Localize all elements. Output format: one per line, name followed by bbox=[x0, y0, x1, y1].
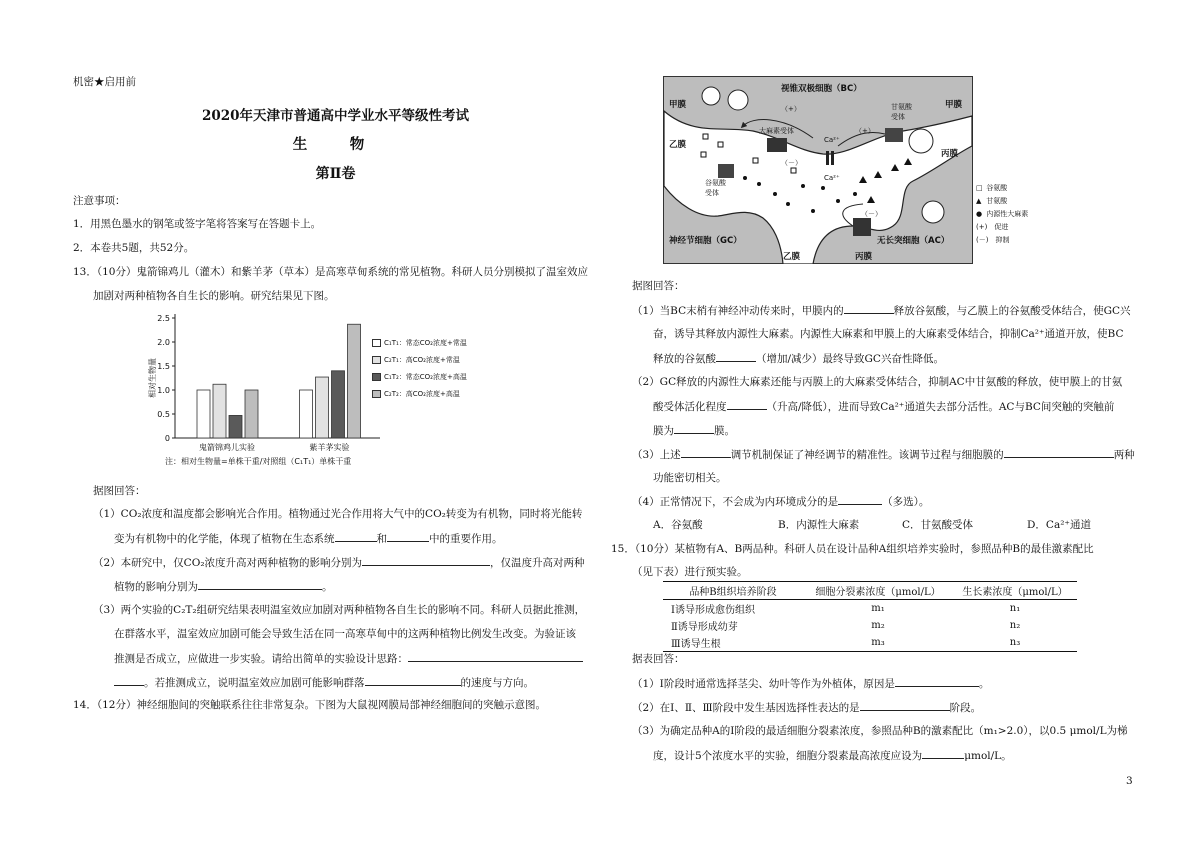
hormone-table-wrap bbox=[663, 581, 1077, 652]
label-cannabinoid-receptor: 大麻素受体 bbox=[759, 127, 794, 135]
ca-channel bbox=[831, 151, 834, 165]
q15-p2: （2）在Ⅰ、Ⅱ、Ⅲ阶段中发生基因选择性表达的是 阶段。 bbox=[632, 702, 982, 714]
y-tick-label: 1.5 bbox=[157, 362, 170, 371]
q15-stem: 15．（10分）某植物有A、B两品种。科研人员在设计品种A组织培养实验时，参照品种B的最佳激素配比 bbox=[611, 543, 1094, 555]
table-cell: m₂ bbox=[871, 620, 885, 631]
chart-note: 注：相对生物量=单株干重/对照组（C₁T₁）单株干重 bbox=[165, 457, 352, 466]
table-cell: n₃ bbox=[1009, 637, 1021, 648]
bar bbox=[332, 371, 345, 438]
legend-item: C₁T₂：常态CO₂浓度+高温 bbox=[372, 369, 592, 386]
legend-item: ● 内源性大麻素 bbox=[976, 210, 1029, 218]
y-tick-label: 2.0 bbox=[157, 338, 170, 347]
q14-p2-line3: 膜为 膜。 bbox=[653, 425, 735, 437]
label-bing-bottom: 丙膜 bbox=[855, 252, 873, 262]
q14-p2-line2: 酸受体活化程度 （升高/降低），进而导致Ca²⁺通道失去部分活性。AC与BC间突触的突触前 bbox=[653, 401, 1115, 413]
q13-stem-cont: 加剧对两种植物各自生长的影响。研究结果见下图。 bbox=[93, 290, 335, 302]
vesicle bbox=[702, 87, 720, 105]
label-ac: 无长突细胞（AC） bbox=[877, 236, 950, 246]
ca-channel bbox=[826, 151, 829, 165]
glutamate-receptor bbox=[718, 164, 734, 178]
synapse-diagram bbox=[663, 76, 973, 264]
x-category-label: 紫羊茅实验 bbox=[309, 443, 350, 452]
notes-heading: 注意事项： bbox=[73, 195, 126, 207]
glycine-receptor bbox=[885, 128, 903, 142]
table-header: 生长素浓度（μmol/L） bbox=[962, 587, 1068, 598]
vesicle bbox=[909, 129, 933, 153]
exam-title: 2020年天津市普通高中学业水平等级性考试 bbox=[201, 108, 470, 124]
label-ca-top: Ca²⁺ bbox=[824, 136, 840, 144]
table-row bbox=[663, 600, 1077, 618]
table-header: 细胞分裂素浓度（μmol/L） bbox=[815, 587, 941, 598]
notes-item: 2．本卷共5题，共52分。 bbox=[73, 242, 195, 254]
legend-swatch bbox=[372, 390, 381, 398]
q13-p3-line1: （3）两个实验的C₂T₂组研究结果表明温室效应加剧对两种植物各自生长的影响不同。科研人员据此推测， bbox=[93, 604, 586, 616]
q13-p1-line2: 变为有机物中的化学能，体现了植物在生态系统 和 中的重要作用。 bbox=[114, 533, 503, 545]
label-minus: （－） bbox=[781, 159, 802, 167]
legend-item: □ 谷氨酸 bbox=[976, 184, 1008, 192]
legend-item: C₂T₂：高CO₂浓度+高温 bbox=[372, 386, 592, 403]
q15-stem-cont: （见下表）进行预实验。 bbox=[632, 566, 748, 578]
y-tick-label: 0 bbox=[164, 434, 170, 443]
secret-label: 机密★启用前 bbox=[73, 76, 136, 88]
legend-item: C₁T₁：常态CO₂浓度+常温 bbox=[372, 335, 592, 352]
label-jia-left: 甲膜 bbox=[669, 100, 687, 110]
q15-p3-line2: 度，设计5个浓度水平的实验，细胞分裂素最高浓度应设为 μmol/L。 bbox=[653, 750, 1012, 762]
legend-swatch bbox=[372, 339, 381, 347]
y-tick-label: 2.5 bbox=[157, 314, 170, 323]
y-tick-label: 0.5 bbox=[157, 410, 170, 419]
notes-item: 1．用黑色墨水的钢笔或签字笔将答案写在答题卡上。 bbox=[73, 218, 322, 230]
bar bbox=[197, 390, 210, 438]
cannabinoid-receptor bbox=[767, 138, 787, 152]
vesicle bbox=[728, 90, 748, 110]
table-cell: Ⅰ诱导形成愈伤组织 bbox=[671, 605, 755, 616]
q14-read-prompt: 据图回答： bbox=[632, 280, 685, 292]
label-glutamate-receptor: 谷氨酸 受体 bbox=[705, 179, 726, 197]
legend-swatch bbox=[372, 373, 381, 381]
legend-item: ▲ 甘氨酸 bbox=[976, 197, 1008, 205]
bar bbox=[229, 415, 242, 438]
answer-blank[interactable] bbox=[716, 351, 756, 362]
vesicle bbox=[922, 201, 944, 223]
label-glycine-receptor: 甘氨酸 受体 bbox=[891, 103, 912, 121]
q13-p2-line2: 植物的影响分别为 。 bbox=[114, 581, 333, 593]
answer-blank[interactable] bbox=[362, 555, 490, 566]
q13-p1-line1: （1）CO₂浓度和温度都会影响光合作用。植物通过光合作用将大气中的CO₂转变为有机物，同时将光能转 bbox=[93, 508, 583, 520]
q14-p4: （4）正常情况下，不会成为内环境成分的是 （多选）。 bbox=[632, 496, 930, 508]
table-cell: Ⅱ诱导形成幼芽 bbox=[671, 622, 738, 633]
answer-blank[interactable] bbox=[860, 700, 950, 711]
label-bing-right: 丙膜 bbox=[941, 149, 959, 159]
label-plus: （+） bbox=[781, 105, 801, 113]
bar bbox=[316, 377, 329, 438]
label-plus: （+） bbox=[855, 127, 875, 135]
table-header-row bbox=[663, 582, 1077, 600]
answer-blank[interactable] bbox=[922, 748, 964, 759]
bar bbox=[213, 384, 226, 438]
answer-blank[interactable] bbox=[408, 651, 583, 662]
bar bbox=[300, 390, 313, 438]
table-row bbox=[663, 617, 1077, 634]
q13-p3-line4: 。若推测成立，说明温室效应加剧可能影响群落 的速度与方向。 bbox=[114, 675, 534, 690]
q14-p1-line1: （1）当BC末梢有神经冲动传来时，甲膜内的 释放谷氨酸，与乙膜上的谷氨酸受体结合，使GC兴 bbox=[632, 305, 1131, 317]
label-bc: 视锥双极细胞（BC） bbox=[781, 84, 862, 94]
q13-read-prompt: 据图回答： bbox=[93, 485, 146, 497]
table-cell: m₁ bbox=[871, 603, 885, 614]
q14-p3-line2: 功能密切相关。 bbox=[653, 472, 727, 484]
option-c[interactable]: C．甘氨酸受体 bbox=[902, 519, 974, 531]
answer-blank[interactable] bbox=[838, 494, 882, 505]
label-yi-left: 乙膜 bbox=[669, 140, 687, 150]
option-a[interactable]: A．谷氨酸 bbox=[653, 519, 703, 531]
answer-blank[interactable] bbox=[387, 531, 429, 542]
table-cell: n₂ bbox=[1009, 620, 1021, 631]
label-gc: 神经节细胞（GC） bbox=[669, 236, 742, 246]
table-header: 品种B组织培养阶段 bbox=[689, 587, 777, 598]
q14-p1-line2: 奋，诱导其释放内源性大麻素。内源性大麻素和甲膜上的大麻素受体结合，抑制Ca²⁺通道开放，使BC bbox=[653, 328, 1124, 340]
table-cell: n₁ bbox=[1009, 603, 1021, 614]
q14-p3-line1: （3）上述 调节机制保证了神经调节的精准性。该调节过程与细胞膜的 两种 bbox=[632, 449, 1135, 461]
q14-p2-line1: （2）GC释放的内源性大麻素还能与丙膜上的大麻素受体结合，抑制AC中甘氨酸的释放，使甲膜上的甘氨 bbox=[632, 376, 1123, 388]
q15-read-prompt: 据表回答： bbox=[632, 653, 685, 665]
option-b[interactable]: B．内源性大麻素 bbox=[778, 519, 860, 531]
label-minus: （－） bbox=[861, 210, 882, 218]
q13-p3-line2: 在群落水平，温室效应加剧可能会导致生活在同一高寒草甸中的这两种植物比例发生改变。为验证该 bbox=[114, 628, 576, 640]
q15-p3-line1: （3）为确定品种A的Ⅰ阶段的最适细胞分裂素浓度，参照品种B的激素配比（m₁>2.0），以0.5 μmol/L为梯 bbox=[632, 725, 1128, 737]
label-ca-bottom: Ca²⁺ bbox=[824, 174, 840, 182]
table-cell: m₃ bbox=[871, 637, 885, 648]
hormone-table bbox=[663, 581, 1077, 652]
x-category-label: 鬼箭锦鸡儿实验 bbox=[199, 443, 255, 452]
legend-swatch bbox=[372, 356, 381, 364]
answer-blank[interactable] bbox=[198, 579, 322, 590]
q13-stem: 13．（10分）鬼箭锦鸡儿（灌木）和紫羊茅（草本）是高寒草甸系统的常见植物。科研人员分别模拟了温室效应 bbox=[73, 266, 588, 278]
q13-p3-line3: 推测是否成立，应做进一步实验。请给出简单的实验设计思路： bbox=[114, 651, 583, 666]
y-tick-label: 1.0 bbox=[157, 386, 170, 395]
label-jia-right: 甲膜 bbox=[945, 100, 963, 110]
page-number: 3 bbox=[1126, 775, 1133, 787]
bar bbox=[348, 324, 361, 438]
chart-legend bbox=[372, 335, 592, 403]
ac-cannabinoid-receptor bbox=[853, 218, 871, 236]
subject-title: 生 物 bbox=[292, 136, 379, 153]
q14-stem: 14．（12分）神经细胞间的突触联系往往非常复杂。下图为大鼠视网膜局部神经细胞间的突触示意图。 bbox=[73, 699, 546, 711]
legend-item: (－) 抑制 bbox=[976, 236, 1010, 244]
answer-blank[interactable] bbox=[727, 399, 767, 410]
legend-item: (+) 促进 bbox=[976, 223, 1009, 231]
option-d[interactable]: D．Ca²⁺通道 bbox=[1027, 519, 1091, 531]
answer-blank[interactable] bbox=[335, 531, 377, 542]
q13-p2-line1: （2）本研究中，仅CO₂浓度升高对两种植物的影响分别为 ，仅温度升高对两种 bbox=[93, 557, 585, 569]
answer-blank[interactable] bbox=[365, 675, 461, 686]
table-cell: Ⅲ诱导生根 bbox=[671, 639, 721, 650]
volume-title: 第Ⅱ卷 bbox=[315, 166, 356, 182]
legend-item: C₂T₁：高CO₂浓度+常温 bbox=[372, 352, 592, 369]
answer-blank[interactable] bbox=[844, 303, 894, 314]
answer-blank[interactable] bbox=[674, 423, 714, 434]
label-yi-bottom: 乙膜 bbox=[783, 252, 801, 262]
diagram-legend bbox=[976, 182, 1066, 247]
table-row bbox=[663, 634, 1077, 652]
q15-p1: （1）Ⅰ阶段时通常选择茎尖、幼叶等作为外植体，原因是 。 bbox=[632, 678, 990, 690]
bar bbox=[245, 390, 258, 438]
y-axis-label: 相对生物量 bbox=[148, 358, 157, 398]
answer-blank[interactable] bbox=[681, 447, 731, 458]
answer-blank[interactable] bbox=[1004, 447, 1114, 458]
answer-blank[interactable] bbox=[895, 676, 979, 687]
answer-blank[interactable] bbox=[114, 675, 144, 686]
q14-p1-line3: 释放的谷氨酸 （增加/减少）最终导致GC兴奋性降低。 bbox=[653, 353, 944, 365]
